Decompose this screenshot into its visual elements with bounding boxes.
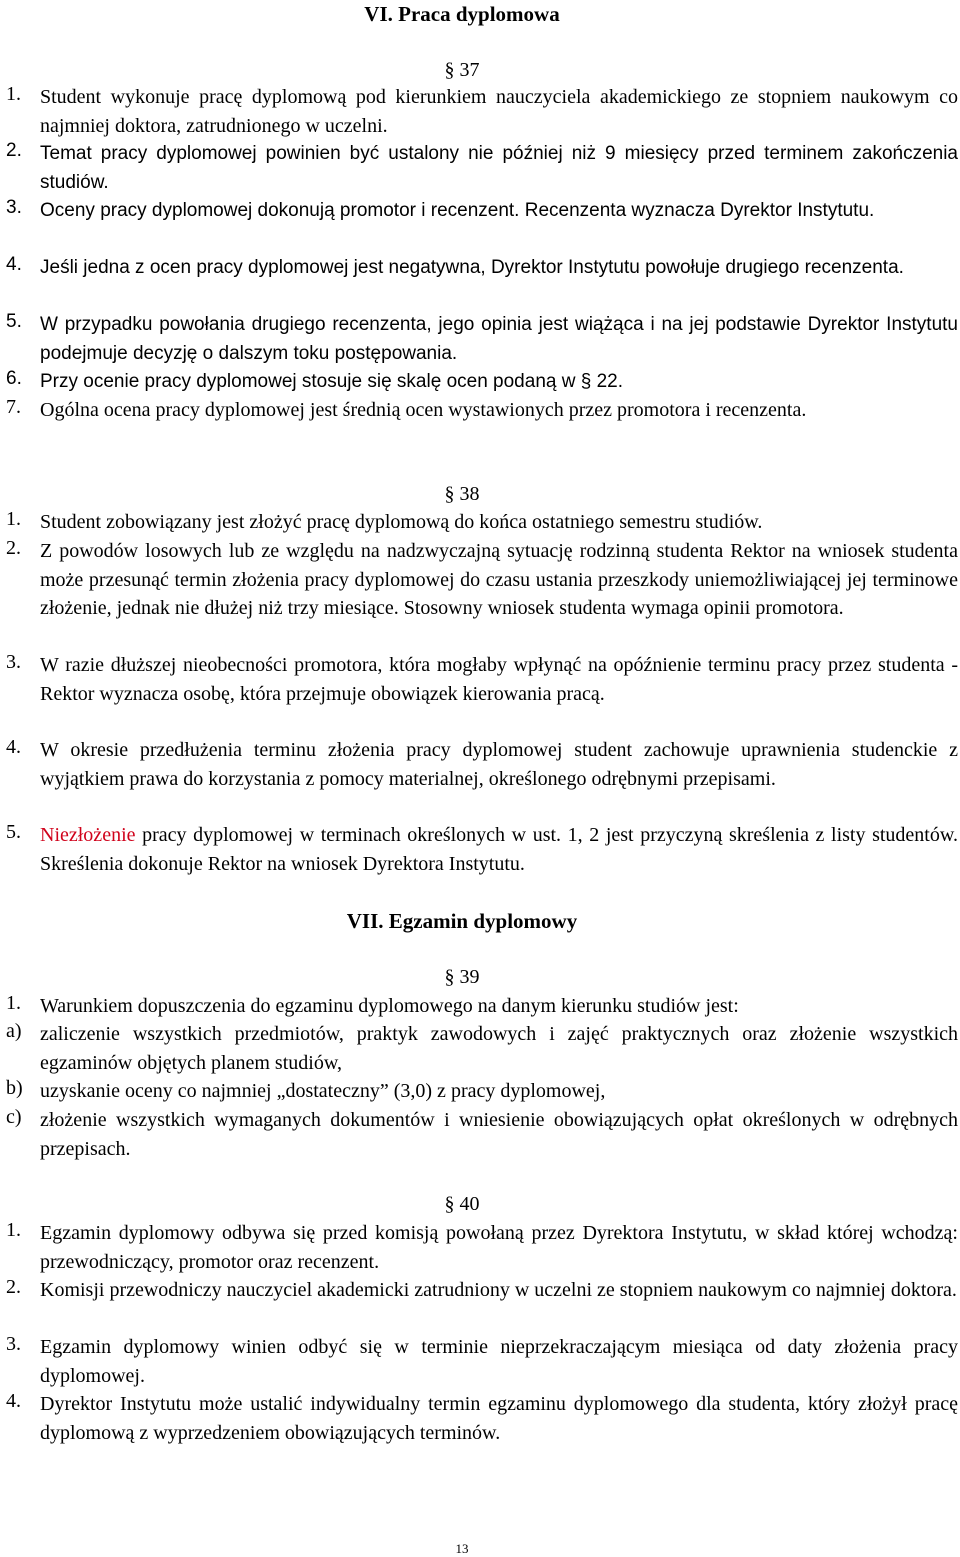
item-number: 2. bbox=[6, 537, 21, 559]
item-number: 4. bbox=[6, 1390, 21, 1412]
item-text: Temat pracy dyplomowej powinien być ustalony nie później niż 9 miesięcy przed terminem zakończenia studiów. bbox=[40, 143, 958, 193]
section-40-heading: § 40 bbox=[444, 1193, 480, 1215]
s37-item-1 bbox=[6, 83, 958, 140]
s37-item-6 bbox=[6, 368, 958, 397]
item-text: Ogólna ocena pracy dyplomowej jest średnią ocen wystawionych przez promotora i recenzenta. bbox=[40, 399, 807, 421]
item-number: 3. bbox=[6, 651, 21, 673]
item-text: Warunkiem dopuszczenia do egzaminu dyplomowego na danym kierunku studiów jest: bbox=[40, 995, 739, 1017]
s37-item-7 bbox=[6, 396, 958, 425]
item-number: 3. bbox=[6, 1333, 21, 1355]
item-number: 1. bbox=[6, 508, 21, 530]
item-text: W przypadku powołania drugiego recenzenta, jego opinia jest wiążąca i na jej podstawie Dyrektor Instytutu podejmuje decyzję o dalszym toku postępowania. bbox=[40, 314, 958, 364]
s37-item-3 bbox=[6, 197, 958, 226]
item-number: 2. bbox=[6, 1276, 21, 1298]
item-text: W razie dłuższej nieobecności promotora, która mogłaby wpłynąć na opóźnienie terminu pracy przez studenta - Rektor wyznacza osobę, która przejmuje obowiązek kierowania pracą. bbox=[40, 654, 958, 705]
item-number: 5. bbox=[6, 311, 22, 332]
item-letter: c) bbox=[6, 1106, 22, 1128]
item-number: 5. bbox=[6, 821, 21, 843]
highlighted-word: Niezłożenie bbox=[40, 824, 136, 846]
item-text: Oceny pracy dyplomowej dokonują promotor i recenzent. Recenzenta wyznacza Dyrektor Instytutu. bbox=[40, 200, 875, 221]
s37-item-2 bbox=[6, 140, 958, 197]
section-38-heading: § 38 bbox=[444, 483, 480, 505]
section-37-heading: § 37 bbox=[444, 59, 480, 81]
item-text: Jeśli jedna z ocen pracy dyplomowej jest negatywna, Dyrektor Instytutu powołuje drugiego recenzenta. bbox=[40, 257, 904, 278]
item-letter: b) bbox=[6, 1077, 23, 1099]
s38-item-4 bbox=[6, 736, 958, 793]
chapter-heading-vi: VI. Praca dyplomowa bbox=[364, 2, 560, 26]
item-text: Dyrektor Instytutu może ustalić indywidualny termin egzaminu dyplomowego dla studenta, który złożył pracę dyplomową z wyprzedzeniem obowiązujących terminów. bbox=[40, 1393, 958, 1444]
item-number: 2. bbox=[6, 140, 22, 161]
s40-item-1 bbox=[6, 1219, 958, 1276]
s37-item-4 bbox=[6, 254, 958, 283]
item-number: 1. bbox=[6, 992, 21, 1014]
s40-item-4 bbox=[6, 1390, 958, 1447]
item-text: zaliczenie wszystkich przedmiotów, praktyk zawodowych i zajęć praktycznych oraz złożenie wszystkich egzaminów objętych planem studiów, bbox=[40, 1023, 958, 1074]
page-number: 13 bbox=[455, 1541, 469, 1556]
item-text: Egzamin dyplomowy odbywa się przed komisją powołaną przez Dyrektora Instytutu, w skład której wchodzą: przewodniczący, promotor oraz recenzent. bbox=[40, 1222, 958, 1273]
item-text-rest: pracy dyplomowej w terminach określonych w ust. 1, 2 jest przyczyną skreślenia z listy studentów. Skreślenia dokonuje Rektor na wniosek Dyrektora Instytutu. bbox=[40, 824, 958, 875]
s39-item-a bbox=[6, 1020, 958, 1077]
item-number: 3. bbox=[6, 197, 22, 218]
item-text: uzyskanie oceny co najmniej „dostateczny” (3,0) z pracy dyplomowej, bbox=[40, 1080, 606, 1102]
item-text: złożenie wszystkich wymaganych dokumentów i wniesienie obowiązujących opłat określonych w odrębnych przepisach. bbox=[40, 1109, 958, 1160]
item-number: 4. bbox=[6, 736, 21, 758]
item-text: W okresie przedłużenia terminu złożenia pracy dyplomowej student zachowuje uprawnienia studenckie z wyjątkiem prawa do korzystania z pomocy materialnej, określonego odrębnymi przepisami. bbox=[40, 739, 958, 790]
item-text: Student wykonuje pracę dyplomową pod kierunkiem nauczyciela akademickiego ze stopniem naukowym co najmniej doktora, zatrudnionego w uczelni. bbox=[40, 86, 958, 137]
item-letter: a) bbox=[6, 1020, 22, 1042]
s40-item-2 bbox=[6, 1276, 958, 1305]
s38-item-5 bbox=[6, 821, 958, 878]
item-text bbox=[40, 821, 958, 878]
chapter-heading-vii: VII. Egzamin dyplomowy bbox=[346, 909, 578, 933]
s39-item-1 bbox=[6, 992, 958, 1021]
s40-item-3 bbox=[6, 1333, 958, 1390]
s39-item-c bbox=[6, 1106, 958, 1163]
s38-item-2 bbox=[6, 537, 958, 623]
item-text: Przy ocenie pracy dyplomowej stosuje się skalę ocen podaną w § 22. bbox=[40, 371, 623, 392]
s37-item-5 bbox=[6, 311, 958, 368]
item-text: Egzamin dyplomowy winien odbyć się w terminie nieprzekraczającym miesiąca od daty złożenia pracy dyplomowej. bbox=[40, 1336, 958, 1387]
s38-item-1 bbox=[6, 508, 958, 537]
s38-item-3 bbox=[6, 651, 958, 708]
item-number: 7. bbox=[6, 396, 21, 418]
item-number: 1. bbox=[6, 83, 21, 105]
item-text: Z powodów losowych lub ze względu na nadzwyczajną sytuację rodzinną studenta Rektor na wniosek studenta może przesunąć termin złożenia pracy dyplomowej do czasu ustania przeszkody uniemożliwiającej jej terminowe złożenie, jednak nie dłużej niż trzy miesiące. Stosowny wniosek studenta wymaga opinii promotora. bbox=[40, 540, 958, 619]
item-number: 1. bbox=[6, 1219, 21, 1241]
item-text: Komisji przewodniczy nauczyciel akademicki zatrudniony w uczelni ze stopniem naukowym co najmniej doktora. bbox=[40, 1279, 957, 1301]
s39-item-b bbox=[6, 1077, 958, 1106]
item-number: 4. bbox=[6, 254, 22, 275]
item-text: Student zobowiązany jest złożyć pracę dyplomową do końca ostatniego semestru studiów. bbox=[40, 511, 763, 533]
item-number: 6. bbox=[6, 368, 22, 389]
section-39-heading: § 39 bbox=[444, 966, 480, 988]
